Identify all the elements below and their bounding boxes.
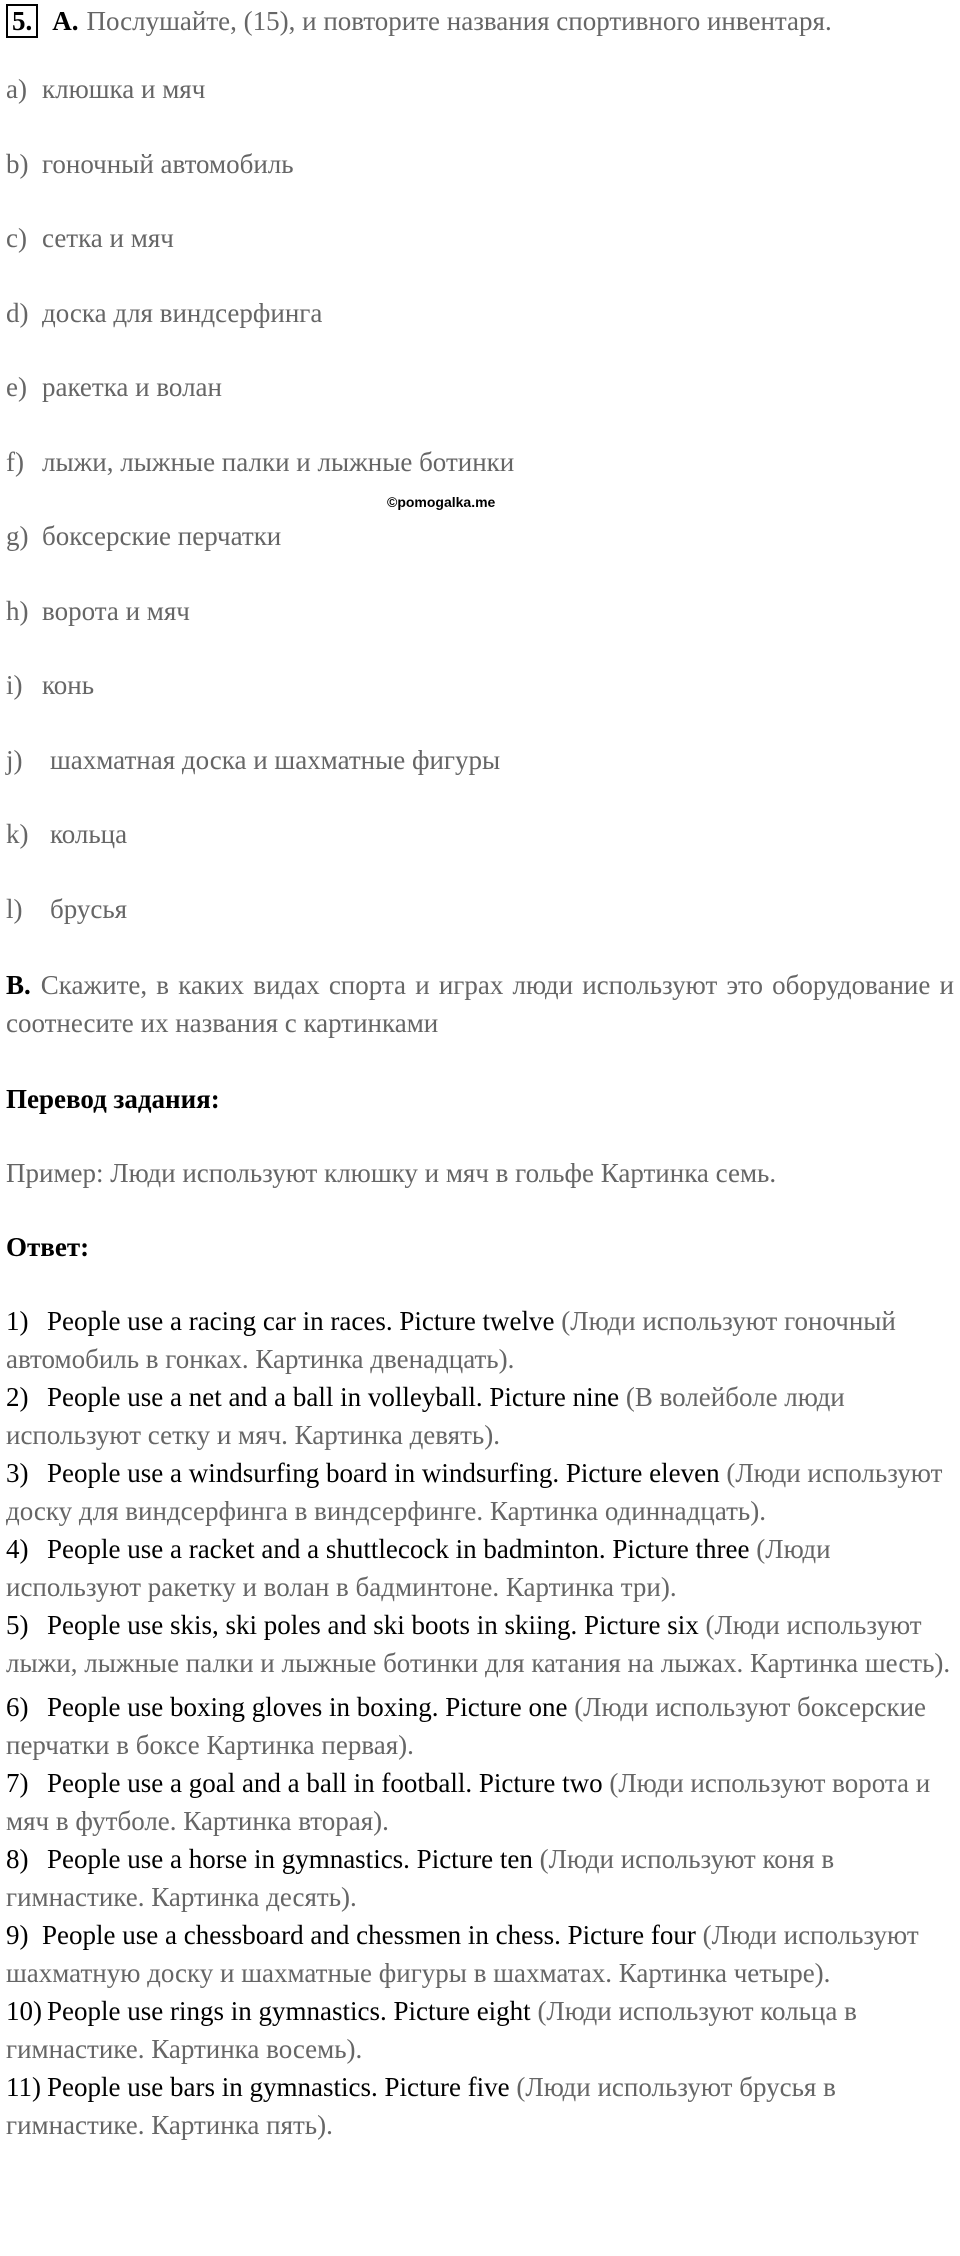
answer-item (6, 1992, 956, 2068)
answer-english: People use a racket and a shuttlecock in badminton. Picture three (47, 1534, 750, 1564)
answer-russian: (Люди используют кольца в гимнастике. Картинка восемь). (6, 1996, 857, 2064)
item-letter: k) (6, 819, 29, 849)
item-letter: i) (6, 670, 23, 700)
answer-item (6, 1688, 956, 1764)
answer-item (6, 1916, 956, 1992)
item-letter: d) (6, 297, 29, 328)
answer-russian: (Люди используют ракетку и волан в бадминтоне. Картинка три). (6, 1534, 831, 1602)
list-item (6, 815, 514, 890)
answer-item (6, 1530, 956, 1606)
task-header (6, 2, 832, 40)
answer-english: People use a horse in gymnastics. Picture ten (47, 1844, 533, 1874)
item-letter: l) (6, 893, 23, 924)
item-letter: h) (6, 595, 29, 626)
watermark: ©pomogalka.me (387, 494, 496, 510)
list-item (6, 592, 514, 667)
answer-russian: (Люди используют лыжи, лыжные палки и лыжные ботинки для катания на лыжах. Картинка шесть). (6, 1610, 951, 1678)
answer-english: People use a goal and a ball in football. Picture two (47, 1768, 603, 1798)
answer-item (6, 1302, 956, 1378)
answer-number: 2) (6, 1382, 29, 1412)
item-letter: b) (6, 148, 29, 179)
item-text: ворота и мяч (42, 595, 190, 626)
answer-heading: Ответ: (6, 1232, 90, 1262)
task-part-a-letter: A. (52, 6, 79, 36)
answer-number: 5) (6, 1610, 29, 1640)
item-letter: f) (6, 446, 24, 477)
item-text: шахматная доска и шахматные фигуры (50, 744, 501, 775)
list-item (6, 70, 514, 145)
example-sentence: Пример: Люди используют клюшку и мяч в гольфе Картинка семь. (6, 1158, 777, 1188)
answer-english: People use bars in gymnastics. Picture five (47, 2072, 510, 2102)
answer-item (6, 1840, 956, 1916)
answer-list (6, 1302, 956, 2144)
list-item (6, 890, 514, 965)
task-number-box: 5. (6, 4, 38, 38)
part-b-instruction (6, 966, 954, 1042)
item-letter: e) (6, 372, 27, 402)
answer-russian: (Люди используют доску для виндсерфинга в виндсерфинге. Картинка одиннадцать). (6, 1458, 943, 1526)
list-item (6, 219, 514, 294)
answer-russian: (Люди используют гоночный автомобиль в гонках. Картинка двенадцать). (6, 1306, 896, 1374)
answer-english: People use a racing car in races. Picture twelve (47, 1306, 555, 1336)
answer-number: 3) (6, 1458, 29, 1488)
answer-item (6, 1378, 956, 1454)
item-text: ракетка и волан (42, 372, 222, 402)
answer-russian: (Люди используют брусья в гимнастике. Картинка пять). (6, 2072, 836, 2140)
answer-item (6, 2068, 956, 2144)
answer-russian: (Люди используют шахматную доску и шахматные фигуры в шахматах. Картинка четыре). (6, 1920, 919, 1988)
answer-number: 8) (6, 1844, 29, 1874)
answer-number: 6) (6, 1692, 29, 1722)
answer-number: 10) (6, 1996, 42, 2026)
item-text: конь (42, 670, 95, 700)
part-b-text: Скажите, в каких видах спорта и играх люди используют это оборудование и соотнесите их названия с картинками (6, 970, 954, 1038)
task-part-b-letter: B. (6, 970, 31, 1000)
item-letter: c) (6, 223, 27, 253)
answer-item (6, 1454, 956, 1530)
list-item (6, 294, 514, 369)
answer-russian: (Люди используют боксерские перчатки в боксе Картинка первая). (6, 1692, 927, 1760)
item-text: доска для виндсерфинга (42, 297, 323, 328)
list-item (6, 741, 514, 816)
answer-english: People use a windsurfing board in windsurfing. Picture eleven (47, 1458, 720, 1488)
answer-english: People use a chessboard and chessmen in chess. Picture four (42, 1920, 696, 1950)
answer-english: People use a net and a ball in volleyball. Picture nine (47, 1382, 620, 1412)
answer-english: People use boxing gloves in boxing. Picture one (47, 1692, 568, 1722)
answer-english: People use skis, ski poles and ski boots in skiing. Picture six (47, 1610, 699, 1640)
list-item (6, 666, 514, 741)
answer-number: 11) (6, 2072, 41, 2102)
translation-heading: Перевод задания: (6, 1084, 220, 1114)
answer-russian: (В волейболе люди используют сетку и мяч. Картинка девять). (6, 1382, 845, 1450)
item-letter: a) (6, 74, 27, 104)
item-text: гоночный автомобиль (42, 148, 294, 179)
item-text: кольца (50, 819, 128, 849)
list-item (6, 145, 514, 220)
answer-number: 4) (6, 1534, 29, 1564)
answer-item (6, 1606, 956, 1682)
answer-russian: (Люди используют коня в гимнастике. Картинка десять). (6, 1844, 835, 1912)
list-item (6, 517, 514, 592)
answer-number: 9) (6, 1920, 29, 1950)
answer-item (6, 1764, 956, 1840)
equipment-list (6, 70, 514, 964)
answer-number: 7) (6, 1768, 29, 1798)
answer-english: People use rings in gymnastics. Picture eight (47, 1996, 531, 2026)
answer-russian: (Люди используют ворота и мяч в футболе. Картинка вторая). (6, 1768, 931, 1836)
task-instruction: Послушайте, (15), и повторите названия спортивного инвентаря. (86, 6, 832, 36)
item-letter: g) (6, 521, 29, 551)
list-item (6, 368, 514, 443)
item-text: клюшка и мяч (42, 74, 206, 104)
item-text: лыжи, лыжные палки и лыжные ботинки (42, 446, 515, 477)
item-text: брусья (50, 893, 128, 924)
item-text: сетка и мяч (42, 223, 174, 253)
item-letter: j) (6, 744, 23, 775)
answer-number: 1) (6, 1306, 29, 1336)
item-text: боксерские перчатки (42, 521, 282, 551)
